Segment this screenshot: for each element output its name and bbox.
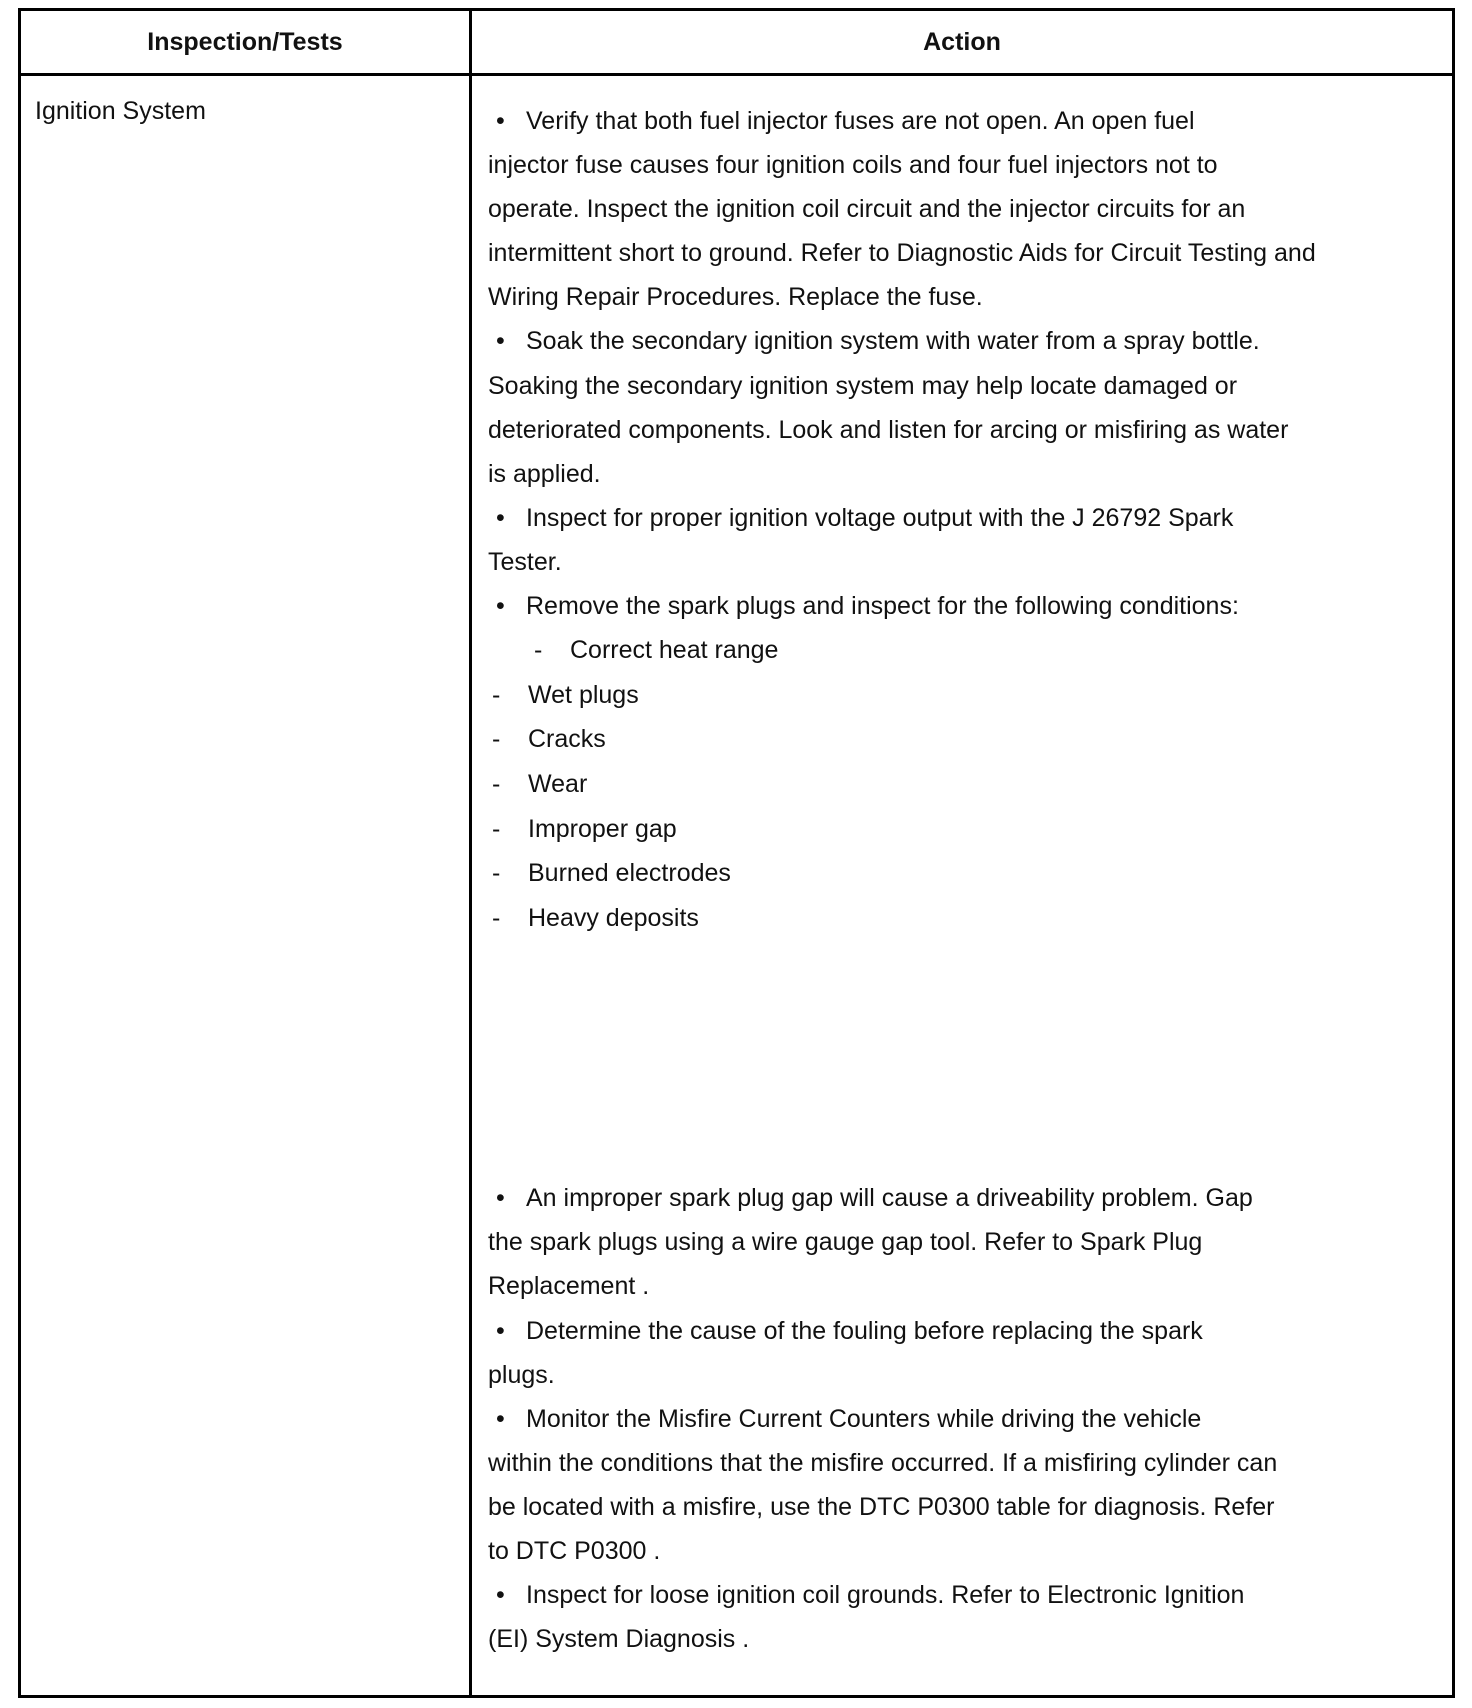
action-cell [488,99,1423,1661]
row-label-ignition-system: Ignition System [35,97,206,125]
action-item-gap: • An improper spark plug gap will cause a driveability problem. Gap the spark plugs using a wire gauge gap tool. Refer to Spark Plug Replacement . [488,1176,1423,1308]
bullet: • [496,327,505,356]
list-item: - Wet plugs [492,680,639,709]
blank-space [488,940,1423,1176]
header-divider [21,73,1452,76]
bullet: • [496,107,505,135]
bullet: • [496,1184,505,1213]
list-item: - Heavy deposits [492,903,699,932]
action-item-soak: • Soak the secondary ignition system with water from a spray bottle. Soaking the secondary ignition system may help locate damaged or deteriorated components. Look and listen for arcing or misfiring as water is applied. [488,319,1423,495]
list-item: - Correct heat range [534,636,779,665]
list-item: - Cracks [492,725,606,754]
bullet: • [496,592,505,621]
list-item: - Wear [492,769,588,798]
bullet: • [496,1404,505,1433]
action-item-misfire: • Monitor the Misfire Current Counters while driving the vehicle within the conditions that the misfire occurred. If a misfiring cylinder can be located with a misfire, use the DTC P0300 table for diagnosis. Refer to DTC P0300 . [488,1397,1423,1573]
header-inspection-tests: Inspection/Tests [147,27,343,56]
bullet: • [496,1581,505,1610]
action-item-fouling: • Determine the cause of the fouling before replacing the spark plugs. [488,1309,1423,1397]
action-item-voltage: • Inspect for proper ignition voltage output with the J 26792 Spark Tester. [488,496,1423,584]
list-item: - Improper gap [492,814,677,843]
column-divider [469,11,472,1695]
bullet: • [496,503,505,532]
list-item: - Burned electrodes [492,859,731,888]
action-item-grounds: • Inspect for loose ignition coil grounds. Refer to Electronic Ignition (EI) System Diagnosis . [488,1573,1423,1661]
bullet: • [496,1316,505,1345]
action-item-remove-plugs: • Remove the spark plugs and inspect for the following conditions: [488,584,1423,628]
conditions-list [488,628,1423,940]
inspection-table [18,8,1455,1698]
header-action: Action [923,27,1001,56]
action-item-fuses: • Verify that both fuel injector fuses are not open. An open fuel injector fuse causes four ignition coils and four fuel injectors not to operate. Inspect the ignition coil circuit and the injector circuits for an intermittent short to ground. Refer to Diagnostic Aids for Circuit Testing and Wiring Repair Procedures. Replace the fuse. [488,99,1423,319]
